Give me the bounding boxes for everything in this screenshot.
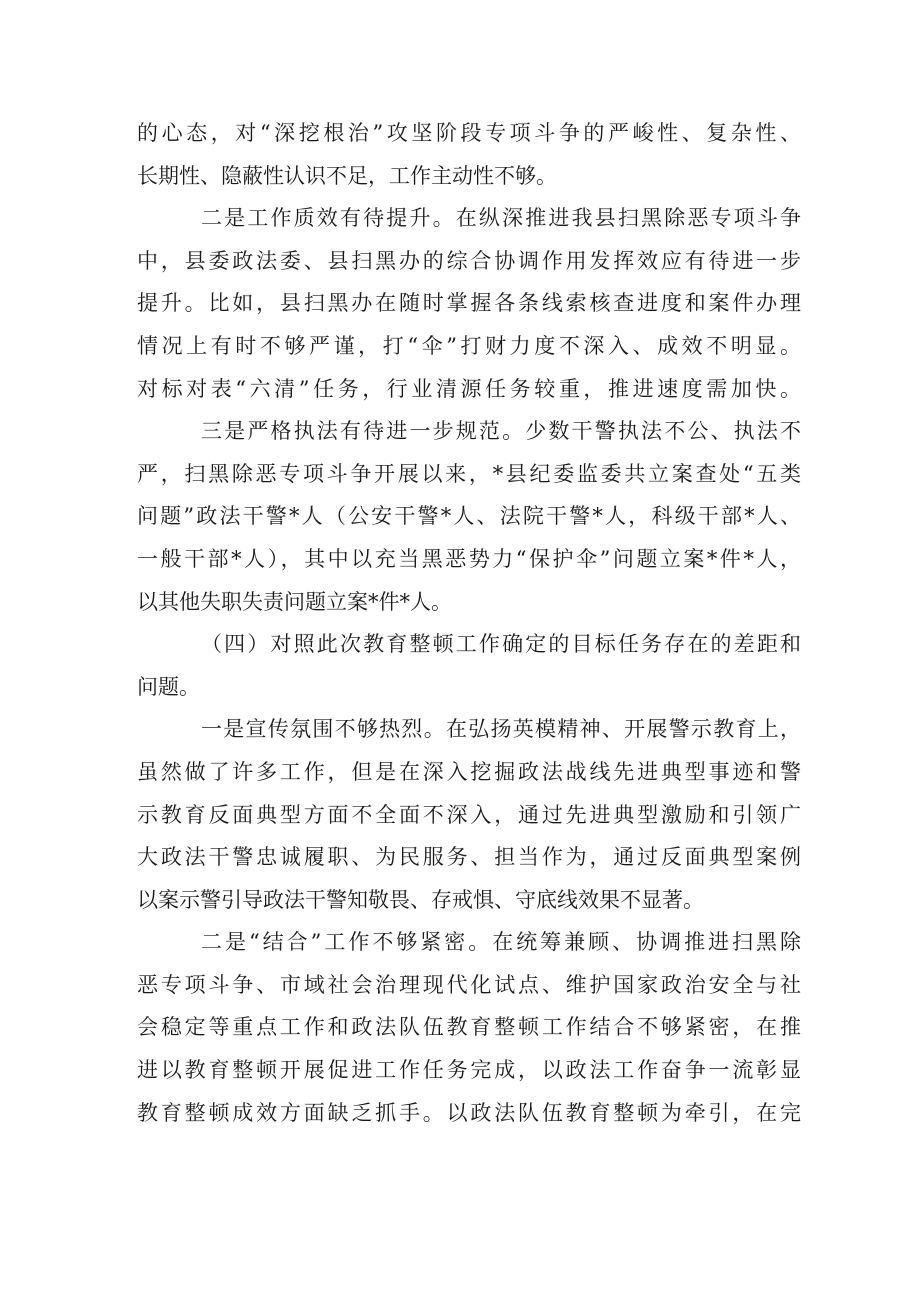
document-body (137, 112, 801, 1134)
text-line: 以其他失职失责问题立案*件*人。 (137, 589, 452, 614)
paragraph-integration (137, 921, 801, 1134)
text-line: 一是宣传氛围不够热烈。在弘扬英模精神、开展警示教育上， (201, 717, 801, 742)
text-line: 提升。比如，县扫黑办在随时掌握各条线索核查进度和案件办理 (137, 291, 801, 316)
text-line: 严，扫黑除恶专项斗争开展以来，*县纪委监委共立案查处“五类 (137, 461, 801, 486)
paragraph-publicity (137, 708, 801, 921)
text-line: 教育整顿成效方面缺乏抓手。以政法队伍教育整顿为牵引，在完 (137, 1100, 801, 1125)
text-line: 长期性、隐蔽性认识不足，工作主动性不够。 (137, 163, 557, 188)
text-line: 示教育反面典型方面不全面不深入，通过先进典型激励和引领广 (137, 802, 801, 827)
text-line: 二是工作质效有待提升。在纵深推进我县扫黑除恶专项斗争 (201, 206, 801, 231)
text-line: 对标对表“六清”任务，行业清源任务较重，推进速度需加快。 (137, 376, 801, 401)
text-line: 二是“结合”工作不够紧密。在统筹兼顾、协调推进扫黑除 (201, 930, 801, 955)
text-line: 问题”政法干警*人（公安干警*人、法院干警*人，科级干部*人、 (137, 504, 801, 529)
paragraph-law-enforcement (137, 410, 801, 623)
paragraph-work-quality (137, 197, 801, 410)
text-line: 进以教育整顿开展促进工作任务完成，以政法工作奋争一流彰显 (137, 1058, 801, 1083)
text-line: 的心态，对“深挖根治”攻坚阶段专项斗争的严峻性、复杂性、 (137, 121, 801, 145)
text-line: 三是严格执法有待进一步规范。少数干警执法不公、执法不 (201, 419, 801, 444)
text-line: 中，县委政法委、县扫黑办的综合协调作用发挥效应有待进一步 (137, 248, 801, 273)
text-line: 大政法干警忠诚履职、为民服务、担当作为，通过反面典型案例 (137, 845, 801, 870)
section-heading-four (137, 623, 801, 708)
text-line: 恶专项斗争、市域社会治理现代化试点、维护国家政治安全与社 (137, 972, 801, 997)
text-line: 问题。 (137, 674, 200, 699)
text-line: 会稳定等重点工作和政法队伍教育整顿工作结合不够紧密，在推 (137, 1015, 801, 1040)
paragraph-continuation (137, 112, 801, 197)
text-line: （四）对照此次教育整顿工作确定的目标任务存在的差距和 (201, 632, 801, 657)
text-line: 一般干部*人），其中以充当黑恶势力“保护伞”问题立案*件*人， (137, 546, 801, 571)
text-line: 虽然做了许多工作，但是在深入挖掘政法战线先进典型事迹和警 (137, 759, 801, 784)
text-line: 情况上有时不够严谨，打“伞”打财力度不深入、成效不明显。 (137, 333, 801, 358)
text-line: 以案示警引导政法干警知敬畏、存戒惧、守底线效果不显著。 (137, 887, 704, 912)
